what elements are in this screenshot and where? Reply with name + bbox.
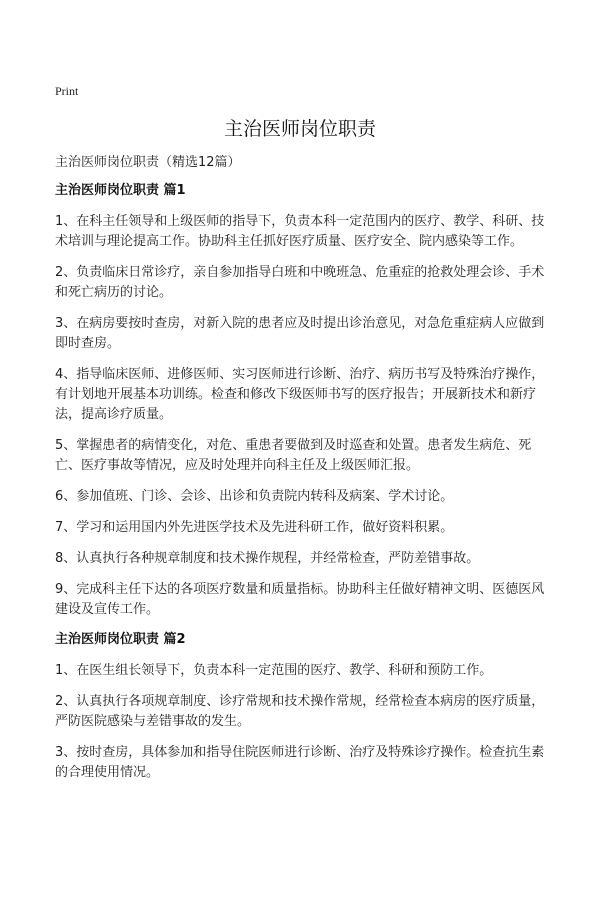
paragraph: 6、参加值班、门诊、会诊、出诊和负责院内转科及病案、学术讨论。 xyxy=(55,489,454,504)
section-1 xyxy=(55,182,555,620)
paragraph: 1、在医生组长领导下，负责本科一定范围的医疗、教学、科研和预防工作。 xyxy=(55,663,493,678)
paragraph: 8、认真执行各种规章制度和技术操作规程，并经常检查，严防差错事故。 xyxy=(55,551,480,566)
page-title: 主治医师岗位职责 xyxy=(223,118,376,140)
paragraph: 9、完成科主任下达的各项医疗数量和质量指标。协助科主任做好精神文明、医德医风建设及宣传工作。 xyxy=(55,582,545,617)
section-heading: 主治医师岗位职责 篇1 xyxy=(55,183,186,198)
section-heading: 主治医师岗位职责 篇2 xyxy=(55,632,186,647)
page-subtitle: 主治医师岗位职责（精选12篇） xyxy=(55,155,241,170)
paragraph: 3、在病房要按时查房，对新入院的患者应及时提出诊治意见，对急危重症病人应做到即时查房。 xyxy=(55,316,545,351)
paragraph: 5、掌握患者的病情变化，对危、重患者要做到及时巡查和处置。患者发生病危、死亡、医疗事故等情况，应及时处理并向科主任及上级医师汇报。 xyxy=(55,438,532,473)
paragraph: 2、认真执行各项规章制度、诊疗常规和技术操作常规，经常检查本病房的医疗质量，严防医院感染与差错事故的发生。 xyxy=(55,694,545,729)
section-2 xyxy=(55,631,555,783)
paragraph: 4、指导临床医师、进修医师、实习医师进行诊断、治疗、病历书写及特殊治疗操作，有计划地开展基本功训练。检查和修改下级医师书写的医疗报告；开展新技术和新疗法，提高诊疗质量。 xyxy=(55,367,545,422)
document-content xyxy=(55,182,555,794)
paragraph: 7、学习和运用国内外先进医学技术及先进科研工作，做好资料积累。 xyxy=(55,520,454,535)
paragraph: 3、按时查房，具体参加和指导住院医师进行诊断、治疗及特殊诊疗操作。检查抗生素的合理使用情况。 xyxy=(55,745,545,780)
paragraph: 1、在科主任领导和上级医师的指导下，负责本科一定范围内的医疗、教学、科研、技术培训与理论提高工作。协助科主任抓好医疗质量、医疗安全、院内感染等工作。 xyxy=(55,214,545,249)
paragraph: 2、负责临床日常诊疗，亲自参加指导白班和中晚班急、危重症的抢救处理会诊、手术和死亡病历的讨论。 xyxy=(55,265,545,300)
print-link[interactable]: Print xyxy=(55,84,79,98)
